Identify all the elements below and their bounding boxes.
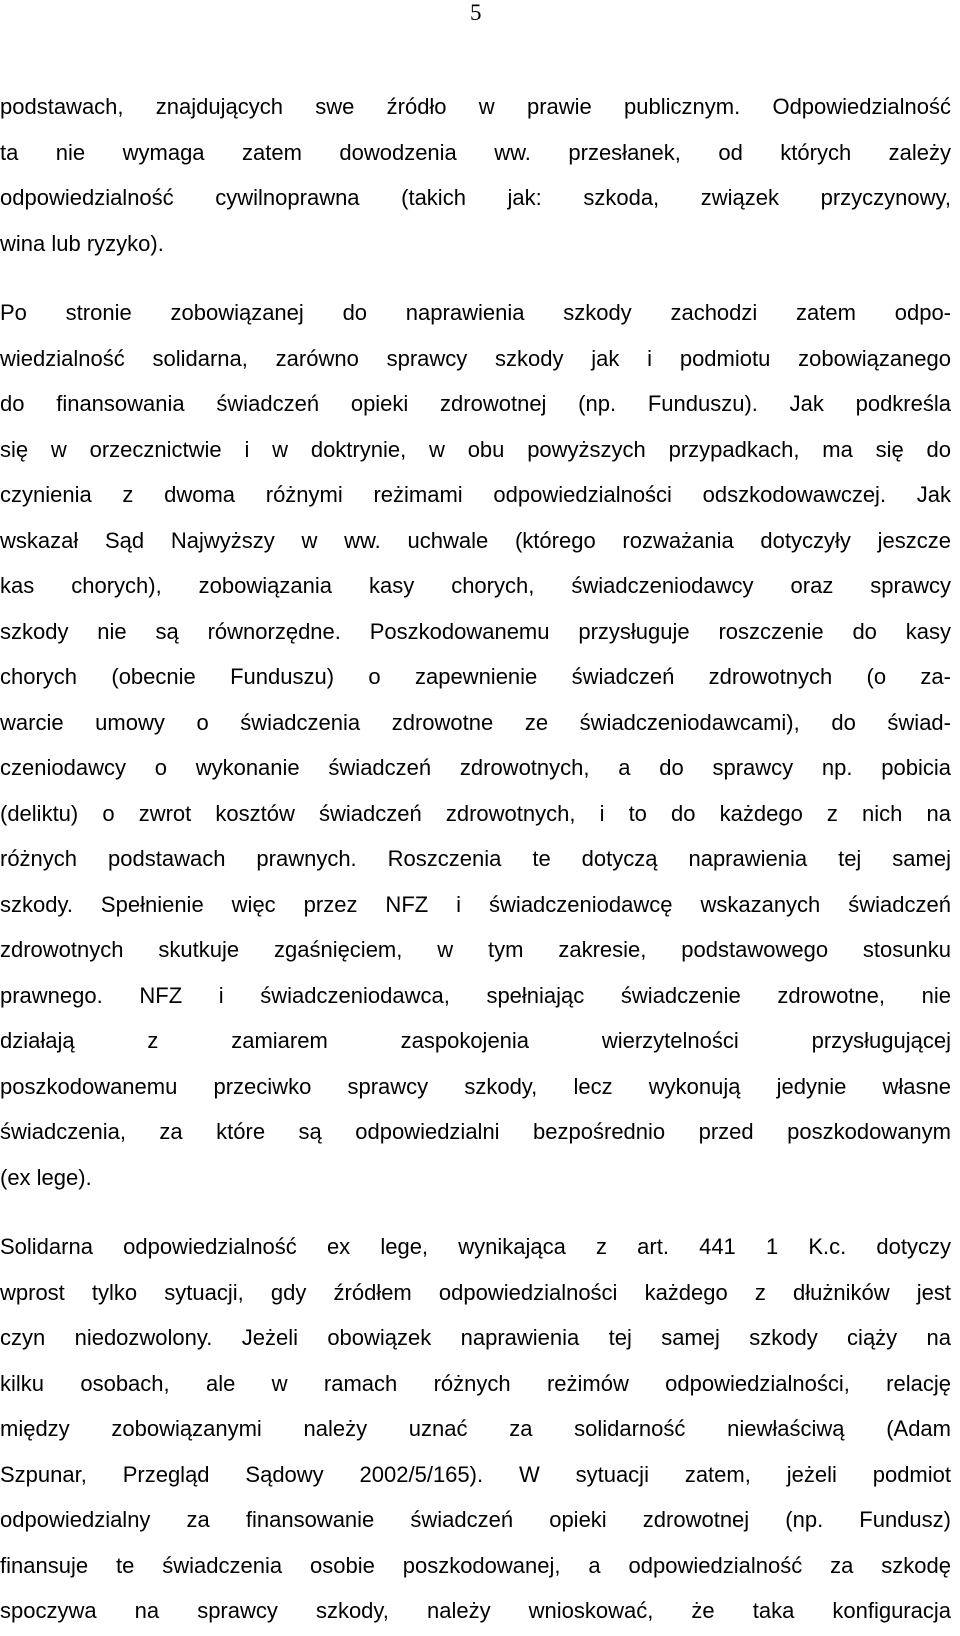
text-line: czyn niedozwolony. Jeżeli obowiązek naprawienia tej samej szkody ciąży na bbox=[0, 1325, 951, 1350]
text-line: wiedzialność solidarna, zarówno sprawcy szkody jak i podmiotu zobowiązanego bbox=[0, 345, 951, 371]
text-line: między zobowiązanymi należy uznać za solidarność niewłaściwą (Adam bbox=[0, 1416, 951, 1441]
text-line: czeniodawcy o wykonanie świadczeń zdrowotnych, a do sprawcy np. pobicia bbox=[0, 755, 951, 780]
text-line: się w orzecznictwie i w doktrynie, w obu powyższych przypadkach, ma się do bbox=[0, 436, 951, 462]
text-line: (deliktu) o zwrot kosztów świadczeń zdrowotnych, i to do każdego z nich na bbox=[0, 800, 951, 826]
text-line: podstawach, znajdujących swe źródło w prawie publicznym. Odpowiedzialność bbox=[0, 94, 951, 119]
text-line: spoczywa na sprawcy szkody, należy wnioskować, że taka konfiguracja bbox=[0, 1598, 951, 1623]
text-line: zdrowotnych skutkuje zgaśnięciem, w tym zakresie, podstawowego stosunku bbox=[0, 937, 951, 962]
text-line: do finansowania świadczeń opieki zdrowotnej (np. Funduszu). Jak podkreśla bbox=[0, 391, 951, 416]
text-line: Solidarna odpowiedzialność ex lege, wynikająca z art. 441 1 K.c. dotyczy bbox=[0, 1234, 951, 1259]
text-line: wskazał Sąd Najwyższy w ww. uchwale (którego rozważania dotyczyły jeszcze bbox=[0, 527, 951, 553]
page-number: 5 bbox=[470, 0, 482, 25]
text-line: wina lub ryzyko). bbox=[0, 230, 164, 256]
text-line: odpowiedzialność cywilnoprawna (takich jak: szkoda, związek przyczynowy, bbox=[0, 185, 951, 210]
text-line: działają z zamiarem zaspokojenia wierzytelności przysługującej bbox=[0, 1028, 951, 1053]
text-line: różnych podstawach prawnych. Roszczenia te dotyczą naprawienia tej samej bbox=[0, 846, 951, 871]
paragraph-2 bbox=[0, 290, 951, 1200]
text-line: poszkodowanemu przeciwko sprawcy szkody, lecz wykonują jedynie własne bbox=[0, 1073, 951, 1099]
text-line: odpowiedzialny za finansowanie świadczeń opieki zdrowotnej (np. Fundusz) bbox=[0, 1507, 951, 1532]
text-line: ta nie wymaga zatem dowodzenia ww. przesłanek, od których zależy bbox=[0, 139, 951, 165]
text-line: wprost tylko sytuacji, gdy źródłem odpowiedzialności każdego z dłużników jest bbox=[0, 1279, 951, 1305]
text-line: Szpunar, Przegląd Sądowy 2002/5/165). W sytuacji zatem, jeżeli podmiot bbox=[0, 1461, 951, 1487]
text-line: szkody. Spełnienie więc przez NFZ i świadczeniodawcę wskazanych świadczeń bbox=[0, 891, 951, 917]
document-body bbox=[0, 84, 951, 1634]
text-line: warcie umowy o świadczenia zdrowotne ze świadczeniodawcami), do świad- bbox=[0, 709, 951, 735]
paragraph-1 bbox=[0, 84, 951, 266]
text-line: czynienia z dwoma różnymi reżimami odpowiedzialności odszkodowawczej. Jak bbox=[0, 482, 951, 507]
text-line: kas chorych), zobowiązania kasy chorych, świadczeniodawcy oraz sprawcy bbox=[0, 573, 951, 598]
paragraph-gap bbox=[0, 266, 951, 290]
text-line: szkody nie są równorzędne. Poszkodowanemu przysługuje roszczenie do kasy bbox=[0, 618, 951, 644]
text-line: chorych (obecnie Funduszu) o zapewnienie świadczeń zdrowotnych (o za- bbox=[0, 664, 951, 689]
text-line: świadczenia, za które są odpowiedzialni bezpośrednio przed poszkodowanym bbox=[0, 1119, 951, 1144]
text-line: kilku osobach, ale w ramach różnych reżimów odpowiedzialności, relację bbox=[0, 1370, 951, 1396]
paragraph-gap bbox=[0, 1200, 951, 1224]
text-line: Po stronie zobowiązanej do naprawienia szkody zachodzi zatem odpo- bbox=[0, 300, 951, 325]
paragraph-3 bbox=[0, 1224, 951, 1634]
text-line: finansuje te świadczenia osobie poszkodowanej, a odpowiedzialność za szkodę bbox=[0, 1552, 951, 1578]
text-line: prawnego. NFZ i świadczeniodawca, spełniając świadczenie zdrowotne, nie bbox=[0, 982, 951, 1008]
text-line: (ex lege). bbox=[0, 1164, 92, 1190]
